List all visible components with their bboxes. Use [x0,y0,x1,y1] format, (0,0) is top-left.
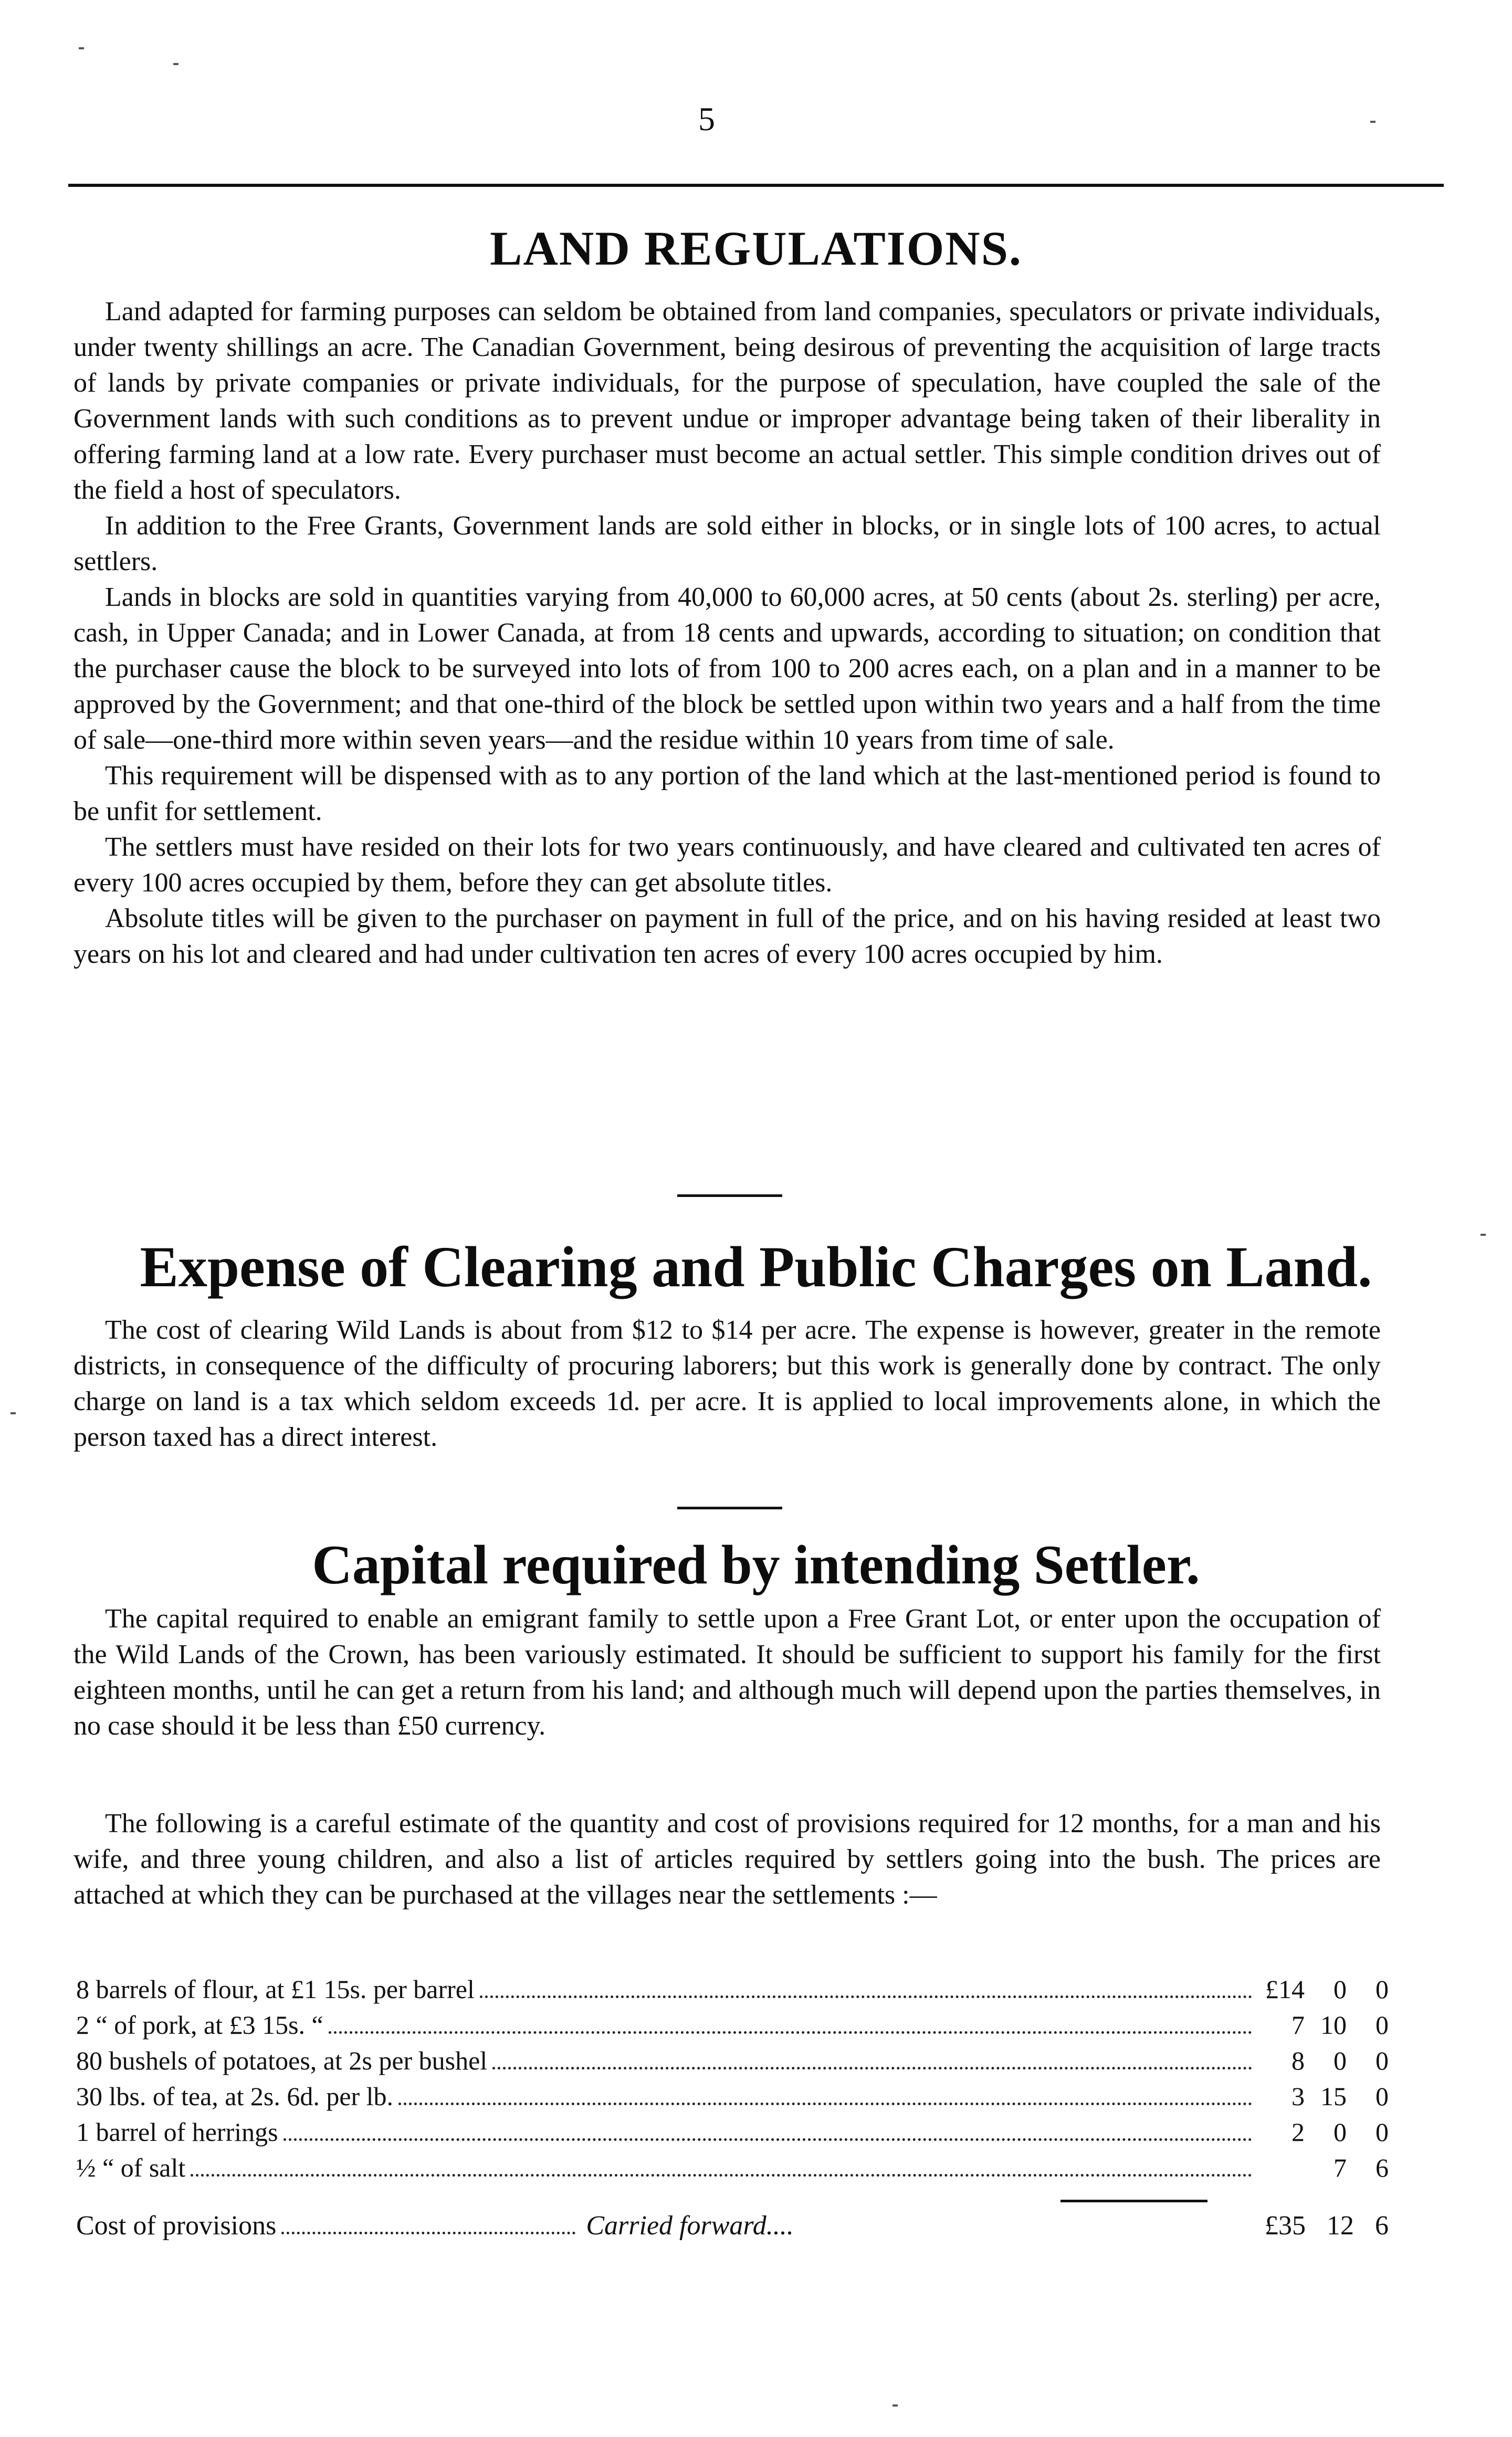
table-row [76,2010,1389,2045]
print-speck [892,2404,898,2407]
leader-dots [329,2031,1252,2034]
item-description: 30 lbs. of tea, at 2s. 6d. per lb. [76,2082,394,2111]
page-number: 5 [698,100,715,138]
paragraph: The capital required to enable an emigrant family to settle upon a Free Grant Lot, or enter upon the occupation of the Wild Lands of the Crown, has been variously estimated. It should be sufficient to support his family for the first eighteen months, until he can get a return from his land; and although much will depend upon the parties themselves, in no case should it be less than £50 currency. [74,1604,1381,1741]
item-description: 8 barrels of flour, at £1 15s. per barrel [76,1974,475,2004]
leader-dots [281,2232,575,2234]
paragraph: Lands in blocks are sold in quantities varying from 40,000 to 60,000 acres, at 50 cents (about 2s. sterling) per acre, cash, in Upper Canada; and in Lower Canada, at from 18 cents and upwards, according to situation; on condition that the purchaser cause the block to be surveyed into lots of from 100 to 200 acres each, on a plan and in a manner to be approved by the Government; and that one-third of the block be settled upon within two years and a half from the time of sale—one-third more within seven years—and the residue within 10 years from time of sale. [74,582,1381,755]
paragraph: The cost of clearing Wild Lands is about from $12 to $14 per acre. The expense is however, greater in the remote districts, in consequence of the difficulty of procuring laborers; but this work is generally done by contract. The only charge on land is a tax which seldom exceeds 1d. per acre. It is applied to local improvements alone, in which the person taxed has a direct interest. [74,1315,1381,1452]
paragraph: The following is a careful estimate of the quantity and cost of provisions required for 12 months, for a man and his wife, and three young children, and also a list of articles required by settlers going into the bush. The prices are attached at which they can be purchased at the villages near the settlements :— [74,1809,1381,1910]
paragraph: Absolute titles will be given to the purchaser on payment in full of the price, and on his having resided at least two years on his lot and cleared and had under cultivation ten acres of every 100 acres occupied by him. [74,904,1381,969]
item-description: ½ “ of salt [76,2153,186,2182]
expense-title: Expense of Clearing and Public Charges on Land. [140,1235,1372,1299]
paragraph: In addition to the Free Grants, Government lands are sold either in blocks, or in single lots of 100 acres, to actual settlers. [74,511,1381,576]
leader-dots [191,2174,1252,2177]
pounds: £14 [1265,1974,1305,2004]
table-row [76,2117,1389,2152]
header-rule [68,184,1444,187]
capital-body [74,1601,1381,1744]
item-description: 2 “ of pork, at £3 15s. “ [76,2010,323,2040]
provisions-table [76,1974,1389,2188]
pounds: 3 [1292,2082,1305,2111]
pounds: 2 [1292,2117,1305,2147]
print-speck [173,63,178,65]
shillings: 0 [1334,1974,1347,2004]
item-description: 1 barrel of herrings [76,2117,278,2147]
shillings: 7 [1334,2153,1347,2182]
total-shillings: 12 [1327,2211,1354,2241]
shillings: 10 [1320,2010,1347,2040]
leader-dots [480,1995,1252,1998]
paragraph: The settlers must have resided on their lots for two years continuously, and have cleared and cultivated ten acres of every 100 acres occupied by them, before they can get absolute titles. [74,832,1381,898]
print-speck [1480,1234,1486,1236]
pence: 0 [1376,2117,1389,2147]
print-speck [10,1412,16,1414]
print-speck [1370,121,1376,123]
total-label: Cost of provisions [76,2211,277,2241]
pence: 0 [1376,2046,1389,2075]
pounds: 7 [1292,2010,1305,2040]
total-row [76,2210,1389,2241]
capital-title: Capital required by intending Settler. [312,1534,1200,1595]
total-pence: 6 [1375,2211,1389,2241]
paragraph: Land adapted for farming purposes can seldom be obtained from land companies, speculators or private individuals, under twenty shillings an acre. The Canadian Government, being desirous of preventing the acquisition of large tracts of lands by private companies or private individuals, for the purpose of speculation, have coupled the sale of the Government lands with such conditions as to prevent undue or improper advantage being taken of their liberality in offering farming land at a low rate. Every purchaser must become an actual settler. This simple condition drives out of the field a host of speculators. [74,297,1381,505]
leader-dots [284,2138,1252,2141]
leader-dots [492,2067,1252,2070]
print-speck [79,47,84,49]
pence: 6 [1376,2153,1389,2182]
table-row [76,2045,1389,2081]
pounds: 8 [1292,2046,1305,2075]
item-description: 80 bushels of potatoes, at 2s per bushel [76,2046,488,2075]
section-divider [677,1194,782,1197]
land-regulations-title: LAND REGULATIONS. [490,222,1022,275]
land-regulations-body [74,294,1381,972]
pence: 0 [1376,2082,1389,2111]
shillings: 0 [1334,2117,1347,2147]
capital-body-2 [74,1806,1381,1913]
shillings: 15 [1320,2082,1347,2111]
leader-dots [398,2103,1252,2105]
shillings: 0 [1334,2046,1347,2075]
total-rule [1060,2200,1208,2202]
section-divider [677,1507,782,1509]
table-row [76,1974,1389,2010]
carried-forward: Carried forward.... [586,2211,794,2241]
expense-body [74,1312,1381,1455]
pence: 0 [1376,1974,1389,2004]
paragraph: This requirement will be dispensed with as to any portion of the land which at the last-mentioned period is found to be unfit for settlement. [74,761,1381,826]
table-row [76,2152,1389,2188]
total-pounds: £35 [1265,2211,1306,2241]
total-values [1265,2210,1389,2241]
pence: 0 [1376,2010,1389,2040]
table-row [76,2081,1389,2117]
